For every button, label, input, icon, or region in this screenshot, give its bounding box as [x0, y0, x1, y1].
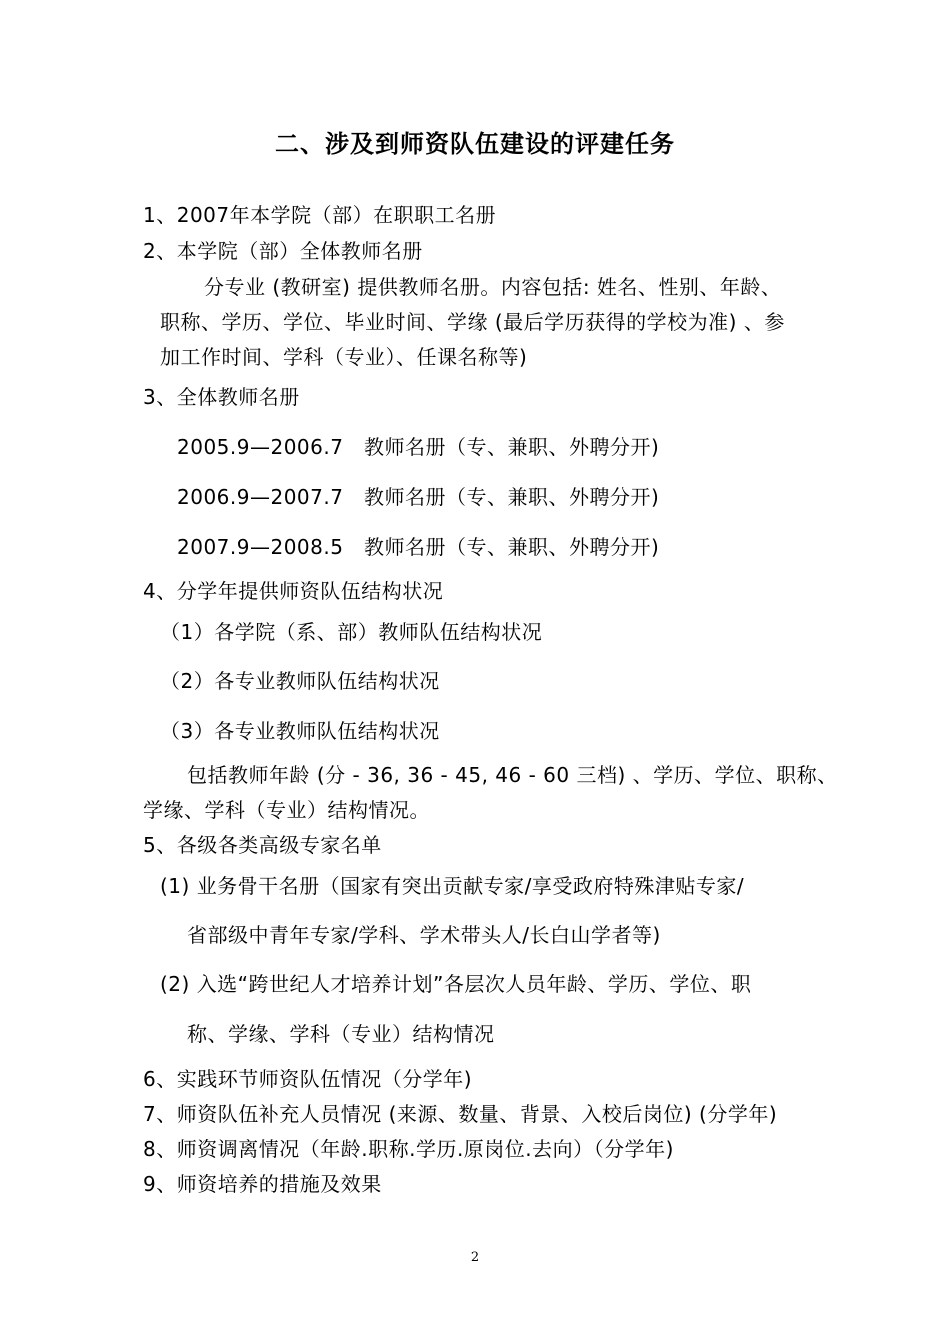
item-3: 3、全体教师名册 [143, 385, 300, 409]
page-number: 2 [470, 1250, 480, 1265]
item-3-roster-2007: 2007.9—2008.5 教师名册（专、兼职、外聘分开) [177, 535, 660, 559]
item-3-roster-2005: 2005.9—2006.7 教师名册（专、兼职、外聘分开) [177, 435, 660, 459]
page-title: 二、涉及到师资队伍建设的评建任务 [275, 130, 675, 158]
item-2-detail-line-1: 分专业 (教研室) 提供教师名册。内容包括: 姓名、性别、年龄、 [204, 275, 782, 299]
item-4-detail-line-2: 学缘、学科（专业）结构情况。 [143, 798, 430, 822]
item-8: 8、师资调离情况（年龄.职称.学历.原岗位.去向）（分学年) [143, 1137, 674, 1161]
item-5-sub-1-line-1: (1) 业务骨干名册（国家有突出贡献专家/享受政府特殊津贴专家/ [160, 874, 745, 898]
item-4-detail-line-1: 包括教师年龄 (分 - 36, 36 - 45, 46 - 60 三档) 、学历、学位、职称、 [187, 763, 838, 787]
item-5-sub-1-line-2: 省部级中青年专家/学科、学术带头人/长白山学者等) [187, 923, 661, 947]
item-3-roster-2006: 2006.9—2007.7 教师名册（专、兼职、外聘分开) [177, 485, 660, 509]
item-2-detail-line-3: 加工作时间、学科（专业）、任课名称等) [160, 345, 528, 369]
item-5-sub-2-line-1: (2) 入选“跨世纪人才培养计划”各层次人员年龄、学历、学位、职 [160, 972, 752, 996]
item-7: 7、师资队伍补充人员情况 (来源、数量、背景、入校后岗位) (分学年) [143, 1102, 778, 1126]
item-5: 5、各级各类高级专家名单 [143, 833, 382, 857]
item-4: 4、分学年提供师资队伍结构状况 [143, 579, 444, 603]
item-4-sub-3: （3）各专业教师队伍结构状况 [160, 719, 440, 743]
item-4-sub-2: （2）各专业教师队伍结构状况 [160, 669, 440, 693]
item-5-sub-2-line-2: 称、学缘、学科（专业）结构情况 [187, 1022, 495, 1046]
item-9: 9、师资培养的措施及效果 [143, 1172, 382, 1196]
item-6: 6、实践环节师资队伍情况（分学年) [143, 1067, 473, 1091]
item-2-detail-line-2: 职称、学历、学位、毕业时间、学缘 (最后学历获得的学校为准) 、参 [160, 310, 785, 334]
item-2: 2、本学院（部）全体教师名册 [143, 239, 423, 263]
item-1: 1、2007年本学院（部）在职职工名册 [143, 203, 497, 227]
item-4-sub-1: （1）各学院（系、部）教师队伍结构状况 [160, 620, 543, 644]
